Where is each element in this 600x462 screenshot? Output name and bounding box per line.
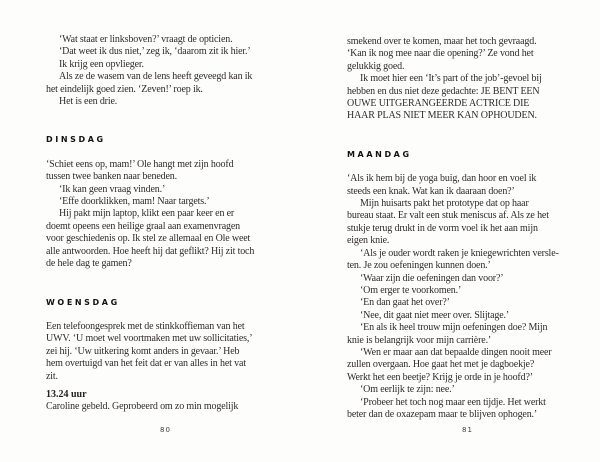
text-line: ‘Waar zijn die oefeningen dan voor?’ [360,272,504,284]
text-line: het eindelijk goed zien. ‘Zeven!’ roep ik. [46,83,203,95]
text-line: ‘En dan gaat het over?’ [360,297,450,309]
text-line: hem overtuigd van het feit dat er van alles in het vat [46,358,246,370]
text-line: Het is een drie. [59,96,118,108]
text-line: Werkt het een beetje? Krijg je orde in je hoofd?’ [347,371,533,383]
paragraph-block [347,173,567,421]
text-line: HAAR PLAS NIET MEER KAN OPHOUDEN. [347,110,537,122]
text-line: Ik moet hier een ‘It’s part of the job’-gevoel bij [360,73,542,85]
day-heading: WOENSDAG [46,297,120,307]
text-line: eigen knie. [347,235,390,247]
text-line: ‘Als ik hem bij de yoga buig, dan hoor en voel ik [347,173,537,185]
text-line: Caroline gebeld. Geprobeerd om zo min mogelijk [46,401,239,413]
text-line: ‘Effe doorklikken, mam! Naar targets.’ [59,196,210,208]
text-line: voor geschiedenis op. Ik stel ze allemaal en Ole weet [46,233,251,245]
text-line: ‘Wat staat er linksboven?’ vraagt de opticien. [59,34,233,45]
text-line: doemt opeens een heilige graal aan examenvragen [46,220,240,232]
text-line: bureau staat. Er valt een stuk meniscus af. Als ze het [347,210,549,222]
text-line: zit. [46,370,58,382]
text-line: Mijn huisarts pakt het prototype dat op haar [360,198,529,210]
paragraph-block [46,321,266,383]
text-line: ‘Om erger te voorkomen.’ [360,284,462,296]
text-line: ‘En als ik heel trouw mijn oefeningen doe? Mijn [360,322,548,334]
text-line: ten. Je zou oefeningen kunnen doen.’ [347,260,491,272]
paragraph-block [46,159,266,271]
text-line: Hij pakt mijn laptop, klikt een paar keer en er [59,208,235,220]
text-line: Een telefoongesprek met de stinkkoffieman van het [46,320,245,332]
text-line: de hele dag te gamen? [46,258,132,270]
text-line: Als ze de wasem van de lens heeft geveegd kan ik [59,71,253,83]
text-line: ‘Probeer het toch nog maar een tijdje. Het werkt [360,396,546,408]
text-line: tussen twee banken naar beneden. [46,171,177,183]
text-line: stukje terug drukt in de vorm voel ik het aan mijn [347,222,538,234]
text-line: ‘Kan ik nog mee naar die opening?’ Ze vond het [347,48,534,60]
day-heading: MAANDAG [347,149,412,159]
text-line: ‘Nee, dit gaat niet meer over. Slijtage.’ [360,309,510,321]
text-line: ‘Ik kan geen vraag vinden.’ [59,183,166,195]
day-heading: DINSDAG [46,135,106,145]
text-line: beter dan de oxazepam maar te blijven ophogen.’ [347,408,538,420]
text-line: Ik krijg een opvlieger. [59,58,144,70]
text-line: knie is belangrijk voor mijn carrière.’ [347,334,492,346]
page-left-text-block [46,34,266,414]
text-line: ‘Dat weet ik dus niet,’ zeg ik, ‘daarom zit ik hier.’ [59,46,251,58]
text-line: hebben en dus niet deze gedachte: JE BENT EEN [347,85,540,97]
text-line: steeds een knak. Wat kan ik daaraan doen?’ [347,185,515,197]
text-line: UWV. ‘U moet wel voortmaken met uw sollicitaties,’ [46,333,253,345]
text-line: OUWE UITGERANGEERDE ACTRICE DIE [347,98,530,110]
page-number-left: 80 [160,426,171,434]
text-line: zullen overgaan. Hoe gaat het met je dagboekje? [347,359,535,371]
text-line: ‘Als je ouder wordt raken je kniegewrichten versle- [360,247,559,259]
text-line: ‘Schiet eens op, mam!’ Ole hangt met zijn hoofd [46,158,234,170]
text-line: smekend over te komen, maar het toch gevraagd. [347,36,537,47]
text-line: gelukkig goed. [347,60,405,72]
text-line: zei hij. ‘Uw uitkering komt anders in gevaar.’ Heb [46,345,240,357]
text-line: alle antwoorden. Hoe heeft hij dat geflikt? Hij zit toch [46,245,255,257]
text-line: ‘Wen er maar aan dat bepaalde dingen nooit meer [360,346,552,358]
page-number-right: 81 [462,426,473,434]
paragraph-block [46,401,266,413]
paragraph-block [46,34,266,108]
paragraph-block [347,36,567,123]
text-line: ‘Om eerlijk te zijn: nee.’ [360,384,455,396]
page-right-text-block [347,36,567,421]
time-heading: 13.24 uur [46,388,87,400]
